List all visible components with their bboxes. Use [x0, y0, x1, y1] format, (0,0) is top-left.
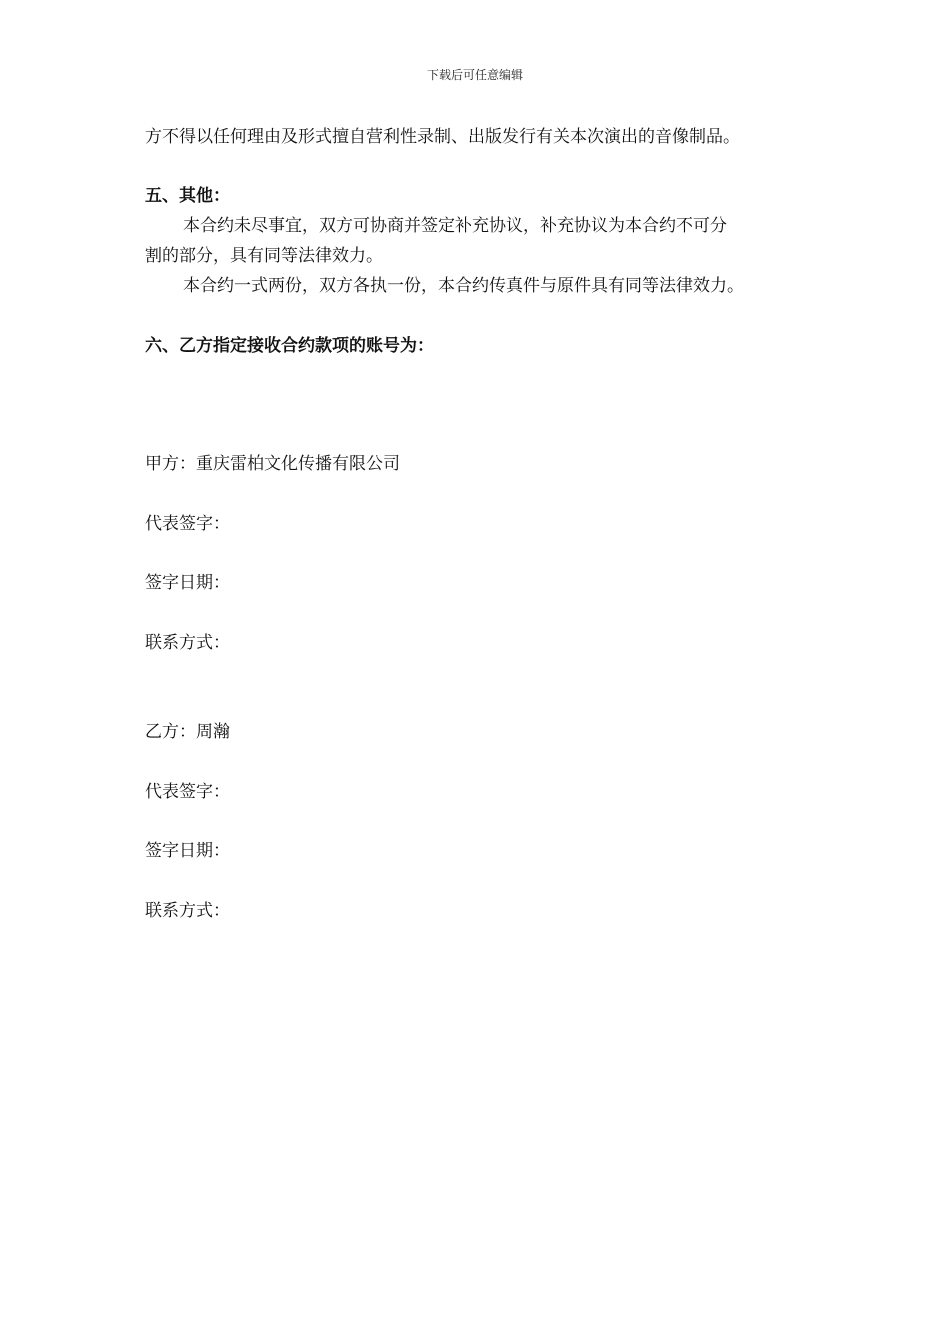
section-5-para1-line1: 本合约未尽事宜，双方可协商并签定补充协议，补充协议为本合约不可分 — [183, 216, 727, 236]
continuation-paragraph: 方不得以任何理由及形式擅自营利性录制、出版发行有关本次演出的音像制品。 — [145, 127, 740, 147]
section-5-para2: 本合约一式两份，双方各执一份，本合约传真件与原件具有同等法律效力。 — [183, 276, 744, 296]
section-5-para1-line2: 割的部分，具有同等法律效力。 — [145, 246, 383, 266]
party-b-signature-label: 代表签字： — [145, 782, 230, 802]
party-a-name: 甲方：重庆雷柏文化传播有限公司 — [145, 454, 400, 474]
section-6-title: 六、乙方指定接收合约款项的账号为： — [145, 336, 434, 356]
section-5-title: 五、其他： — [145, 186, 230, 206]
party-b-name: 乙方：周瀚 — [145, 722, 230, 742]
party-b-contact-label: 联系方式： — [145, 901, 230, 921]
page-header: 下载后可任意编辑 — [426, 68, 523, 82]
party-a-date-label: 签字日期： — [145, 573, 230, 593]
party-a-contact-label: 联系方式： — [145, 633, 230, 653]
party-a-signature-label: 代表签字： — [145, 514, 230, 534]
party-b-date-label: 签字日期： — [145, 841, 230, 861]
